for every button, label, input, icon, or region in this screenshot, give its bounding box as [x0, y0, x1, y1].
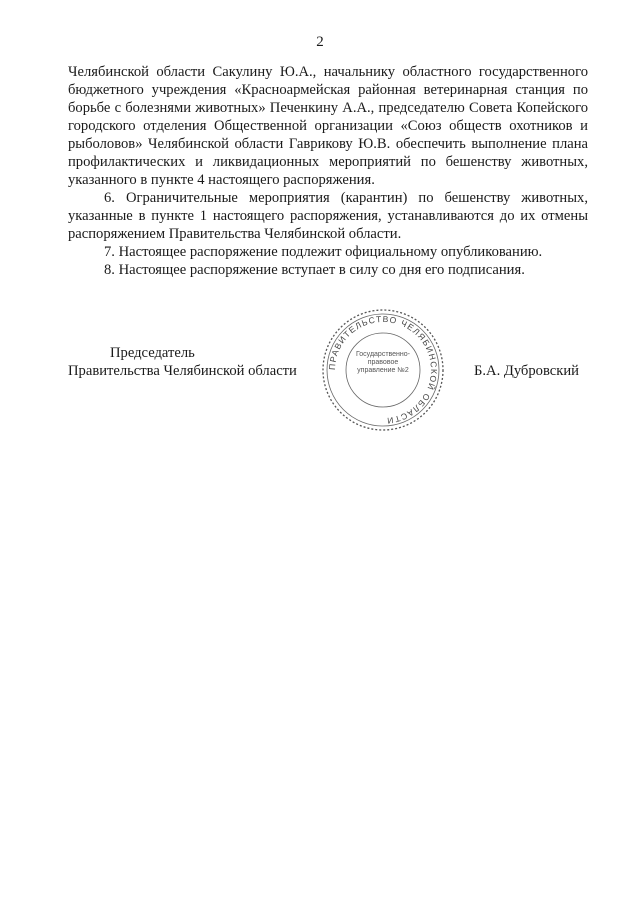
document-body: [68, 63, 588, 279]
signature-name: Б.А. Дубровский: [474, 363, 579, 379]
paragraph-item-6: 6. Ограничительные мероприятия (карантин) по бешенству животных, указанные в пункте 1 настоящего распоряжения, устанавливаются до их отмены распоряжением Правительства Челябинской области.: [68, 190, 588, 242]
signature-title-line2: Правительства Челябинской области: [68, 363, 297, 379]
signature-title: [68, 344, 328, 380]
paragraph-item-8: 8. Настоящее распоряжение вступает в силу со дня его подписания.: [104, 262, 525, 278]
paragraph-item-7: 7. Настоящее распоряжение подлежит официальному опубликованию.: [104, 244, 543, 260]
paragraph-continuation: Челябинской области Сакулину Ю.А., начальнику областного государственного бюджетного учреждения «Красноармейская районная ветеринарная станция по борьбе с болезнями животных» Печенкину А.А., председателю Совета Копейского городского отделения Общественной организации «Союз обществ охотников и рыболовов» Челябинской области Гаврикову Ю.В. обеспечить выполнение плана профилактических и ликвидационных мероприятий по бешенству животных, указанного в пункте 4 настоящего распоряжения.: [68, 64, 588, 188]
official-stamp: [318, 305, 448, 435]
page-number: 2: [316, 34, 324, 50]
signature-title-line1: Председатель: [110, 345, 195, 361]
stamp-ring-text: ПРАВИТЕЛЬСТВО ЧЕЛЯБИНСКОЙ ОБЛАСТИ: [326, 313, 440, 426]
stamp-center-text: Государственно-правовое управление №2: [355, 351, 411, 374]
